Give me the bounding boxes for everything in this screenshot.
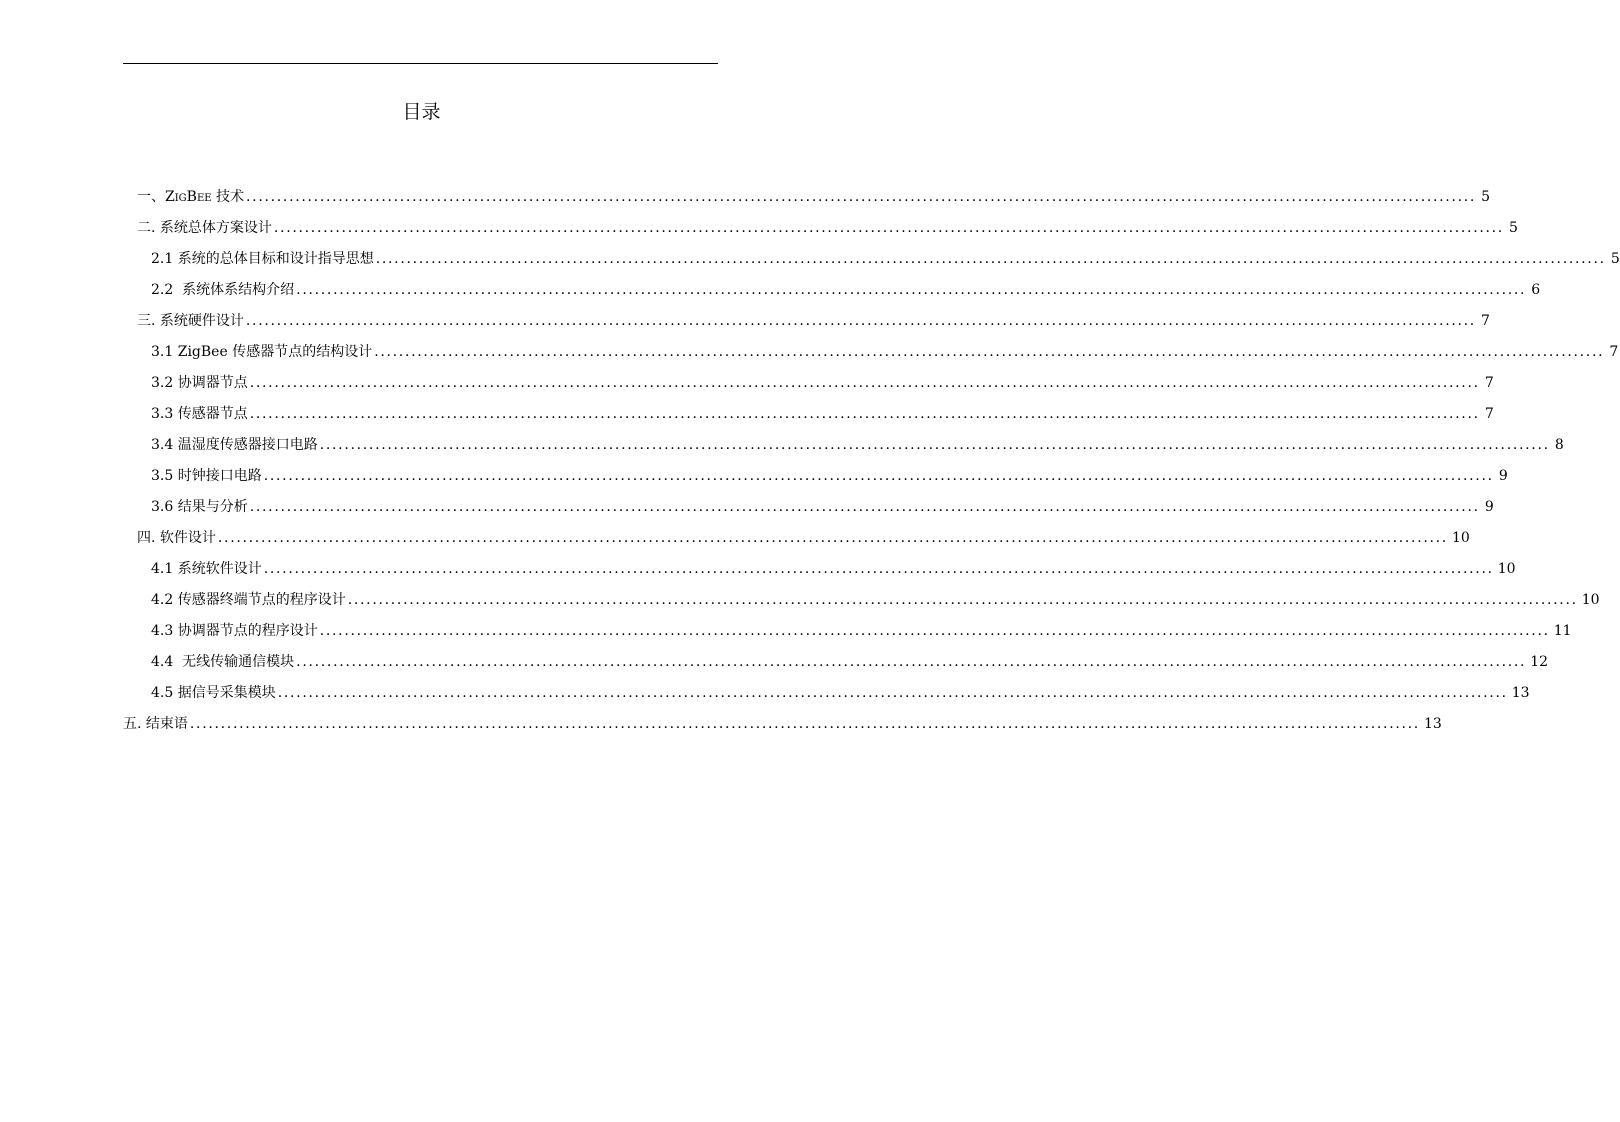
toc-leader-dots: ........................................................................................................................................................................................................	[277, 685, 1508, 701]
toc-entry-label: 一、ZigBee 技术	[137, 189, 245, 205]
toc-leader-dots: ........................................................................................................................................................................................................	[296, 654, 1527, 670]
toc-page-number: 7	[1609, 344, 1619, 360]
toc-leader-dots: ........................................................................................................................................................................................................	[249, 499, 1480, 515]
toc-leader-dots: ........................................................................................................................................................................................................	[319, 437, 1550, 453]
toc-leader-dots: ........................................................................................................................................................................................................	[347, 592, 1578, 608]
toc-entry-4-4[interactable]	[151, 651, 1549, 673]
toc-entry-3-5[interactable]	[151, 465, 1508, 487]
toc-entry-4-5[interactable]	[151, 682, 1530, 704]
toc-leader-dots: ........................................................................................................................................................................................................	[375, 251, 1606, 267]
toc-entry-5[interactable]	[123, 713, 1442, 735]
toc-entry-2-2[interactable]	[151, 279, 1541, 301]
toc-entry-3-2[interactable]	[151, 372, 1494, 394]
toc-entry-label: 3.2 协调器节点	[151, 375, 248, 391]
toc-entry-label: 三. 系统硬件设计	[137, 313, 244, 329]
toc-page-number: 7	[1484, 406, 1494, 422]
toc-leader-dots: ........................................................................................................................................................................................................	[249, 375, 1480, 391]
toc-page-number: 9	[1484, 499, 1494, 515]
toc-page-number: 10	[1497, 561, 1516, 577]
toc-page-number: 11	[1553, 623, 1572, 639]
toc-entry-label: 4.2 传感器终端节点的程序设计	[151, 592, 346, 608]
toc-entry-label: 4.3 协调器节点的程序设计	[151, 623, 318, 639]
toc-entry-label: 2.1 系统的总体目标和设计指导思想	[151, 251, 374, 267]
toc-entry-1[interactable]	[137, 186, 1491, 208]
toc-entry-label: 3.4 温湿度传感器接口电路	[151, 437, 318, 453]
toc-leader-dots: ........................................................................................................................................................................................................	[296, 282, 1527, 298]
toc-entry-label: 3.6 结果与分析	[151, 499, 248, 515]
toc-entry-2-1[interactable]	[151, 248, 1620, 270]
toc-page-number: 5	[1610, 251, 1620, 267]
toc-leader-dots: ........................................................................................................................................................................................................	[245, 313, 1476, 329]
toc-leader-dots: ........................................................................................................................................................................................................	[249, 406, 1480, 422]
toc-leader-dots: ........................................................................................................................................................................................................	[263, 561, 1494, 577]
toc-page-number: 13	[1511, 685, 1530, 701]
toc-entry-3-6[interactable]	[151, 496, 1494, 518]
toc-entry-label: 二. 系统总体方案设计	[137, 220, 272, 236]
toc-entry-label: 五. 结束语	[123, 716, 188, 732]
toc-page-number: 7	[1484, 375, 1494, 391]
toc-page-number: 6	[1531, 282, 1541, 298]
toc-entry-3[interactable]	[137, 310, 1490, 332]
toc-entry-3-1[interactable]	[151, 341, 1619, 363]
toc-page-number: 5	[1509, 220, 1518, 236]
toc-entry-label: 3.1 ZigBee 传感器节点的结构设计	[151, 344, 373, 360]
toc-leader-dots: ........................................................................................................................................................................................................	[319, 623, 1550, 639]
toc-page-number: 7	[1481, 313, 1490, 329]
toc-page-number: 13	[1423, 716, 1442, 732]
toc-leader-dots: ........................................................................................................................................................................................................	[263, 468, 1494, 484]
toc-entry-label: 3.5 时钟接口电路	[151, 468, 262, 484]
toc-entry-label: 4.5 据信号采集模块	[151, 685, 276, 701]
toc-page-number: 10	[1581, 592, 1600, 608]
toc-leader-dots: ........................................................................................................................................................................................................	[273, 220, 1504, 236]
toc-entry-4-2[interactable]	[151, 589, 1600, 611]
toc-leader-dots: ........................................................................................................................................................................................................	[374, 344, 1605, 360]
toc-leader-dots: ........................................................................................................................................................................................................	[189, 716, 1420, 732]
toc-entry-label: 四. 软件设计	[137, 530, 216, 546]
toc-entry-3-4[interactable]	[151, 434, 1564, 456]
toc-entry-label: 4.1 系统软件设计	[151, 561, 262, 577]
toc-page-number: 8	[1554, 437, 1564, 453]
toc-page-number: 9	[1498, 468, 1508, 484]
toc-entry-4-3[interactable]	[151, 620, 1572, 642]
toc-entry-4[interactable]	[137, 527, 1470, 549]
toc-entry-label: 4.4 无线传输通信模块	[151, 654, 295, 670]
toc-entry-4-1[interactable]	[151, 558, 1516, 580]
toc-entry-3-3[interactable]	[151, 403, 1494, 425]
header-rule	[123, 63, 718, 64]
toc-entry-2[interactable]	[137, 217, 1518, 239]
page-title: 目录	[402, 101, 441, 123]
toc-page-number: 10	[1451, 530, 1470, 546]
toc-page-number: 5	[1481, 189, 1491, 205]
toc-leader-dots: ........................................................................................................................................................................................................	[246, 189, 1477, 205]
toc-leader-dots: ........................................................................................................................................................................................................	[217, 530, 1448, 546]
toc-entry-label: 3.3 传感器节点	[151, 406, 248, 422]
toc-page-number: 12	[1530, 654, 1549, 670]
toc-entry-label: 2.2 系统体系结构介绍	[151, 282, 295, 298]
